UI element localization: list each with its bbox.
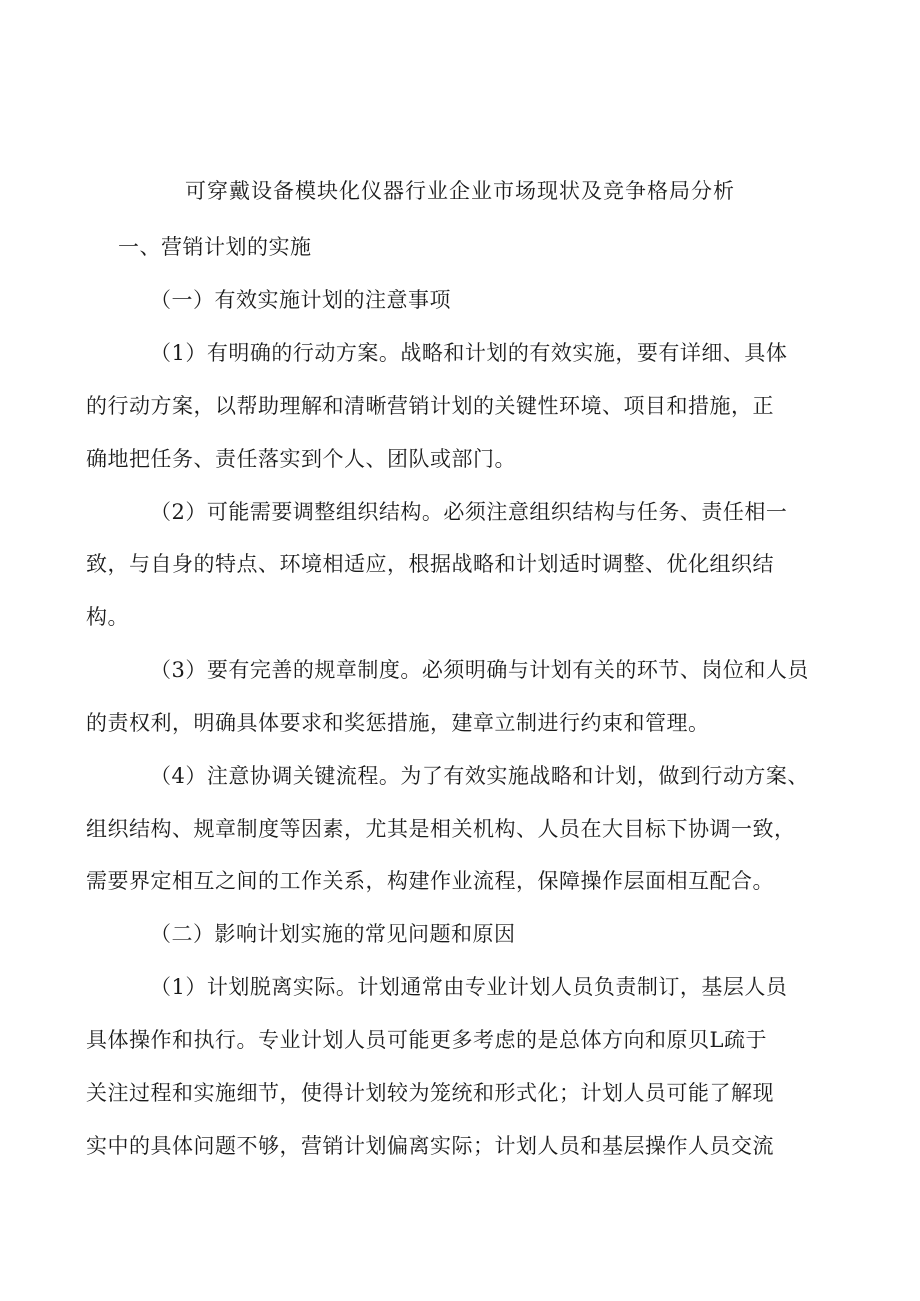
paragraph-line: 构。 <box>86 605 129 629</box>
paragraph-line: （3）要有完善的规章制度。必须明确与计划有关的环节、岗位和人员 <box>150 658 809 682</box>
paragraph-line: 的行动方案，以帮助理解和清晰营销计划的关键性环境、项目和措施，正 <box>86 394 774 418</box>
document-title: 可穿戴设备模块化仪器行业企业市场现状及竞争格局分析 <box>185 179 735 203</box>
section-heading: 一、营销计划的实施 <box>118 235 312 259</box>
paragraph-line: 的责权利，明确具体要求和奖惩措施，建章立制进行约束和管理。 <box>86 711 710 735</box>
paragraph-line: （1）计划脱离实际。计划通常由专业计划人员负责制订，基层人员 <box>150 975 788 999</box>
subsection-heading: （一）有效实施计划的注意事项 <box>150 288 451 312</box>
paragraph-line: 需要界定相互之间的工作关系，构建作业流程，保障操作层面相互配合。 <box>86 869 774 893</box>
paragraph-line: 实中的具体问题不够，营销计划偏离实际；计划人员和基层操作人员交流 <box>86 1134 774 1158</box>
paragraph-line: 致，与自身的特点、环境相适应，根据战略和计划适时调整、优化组织结 <box>86 552 774 576</box>
paragraph-line: 确地把任务、责任落实到个人、团队或部门。 <box>86 447 516 471</box>
paragraph-line: 关注过程和实施细节，使得计划较为笼统和形式化；计划人员可能了解现 <box>86 1081 774 1105</box>
subsection-heading: （二）影响计划实施的常见问题和原因 <box>150 922 516 946</box>
paragraph-line: （2）可能需要调整组织结构。必须注意组织结构与任务、责任相一 <box>150 500 788 524</box>
paragraph-line: 具体操作和执行。专业计划人员可能更多考虑的是总体方向和原贝L疏于 <box>86 1028 767 1052</box>
paragraph-line: （4）注意协调关键流程。为了有效实施战略和计划，做到行动方案、 <box>150 764 809 788</box>
paragraph-line: 组织结构、规章制度等因素，尤其是相关机构、人员在大目标下协调一致， <box>86 817 796 841</box>
paragraph-line: （1）有明确的行动方案。战略和计划的有效实施，要有详细、具体 <box>150 341 788 365</box>
